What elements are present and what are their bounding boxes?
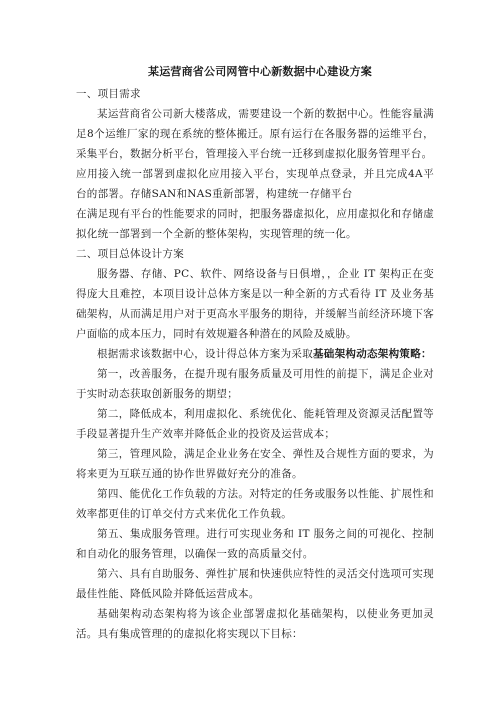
paragraph: 第三，管理风险，满足企业业务在安全、弹性及合规性方面的要求，为将来更为互联互通的协作世界做好充分的准备。 bbox=[76, 448, 434, 480]
paragraph: 应用接入统一部署到虚拟化应用接入平台，实现单点登录，并且完成4A平台的部署。存储SAN和NAS重新部署，构建统一存储平台 bbox=[76, 168, 434, 200]
paragraph: 某运营商省公司新大楼落成，需要建设一个新的数据中心。性能容量满足8个运维厂家的现在系统的整体搬迁。原有运行在各服务器的运维平台，采集平台，数据分析平台，管理接入平台统一迁移到虚拟化服务管理平台。 bbox=[76, 108, 434, 160]
bold-phrase: 基础架构动态架构策略： bbox=[313, 348, 432, 360]
paragraph: 第五、集成服务管理。进行可实现业务和 IT 服务之间的可视化、控制和自动化的服务管理，以确保一致的高质量交付。 bbox=[76, 528, 434, 560]
document-title: 某运营商省公司网管中心新数据中心建设方案 bbox=[148, 65, 372, 78]
section-heading-requirements: 一、项目需求 bbox=[76, 88, 141, 100]
paragraph: 第四、能优化工作负载的方法。对特定的任务或服务以性能、扩展性和效率都更佳的订单交付方式来优化工作负载。 bbox=[76, 488, 434, 520]
paragraph: 第一，改善服务，在提升现有服务质量及可用性的前提下，满足企业对于实时动态获取创新服务的期望； bbox=[76, 368, 434, 400]
paragraph: 第六、具有自助服务、弹性扩展和快速供应特性的灵活交付选项可实现最佳性能、降低风险并降低运营成本。 bbox=[76, 568, 434, 600]
paragraph: 基础架构动态架构将为该企业部署虚拟化基础架构，以使业务更加灵活。具有集成管理的的虚拟化将实现以下目标： bbox=[76, 608, 434, 640]
paragraph: 第二，降低成本，利用虚拟化、系统优化、能耗管理及资源灵活配置等手段显著提升生产效率并降低企业的投资及运营成本； bbox=[76, 408, 434, 440]
paragraph: 在满足现有平台的性能要求的同时，把服务器虚拟化，应用虚拟化和存储虚拟化统一部署到一个全新的整体架构，实现管理的统一化。 bbox=[76, 208, 434, 240]
paragraph-text: 根据需求该数据中心，设计得总体方案为采取 bbox=[97, 348, 313, 360]
paragraph bbox=[76, 344, 434, 364]
paragraph: 服务器、存储、PC、软件、网络设备与日俱增，，企业 IT 架构正在变得庞大且难控，本项目设计总体方案是以一种全新的方式看待 IT 及业务基础架构，从而满足用户对于更高水平服务的期待，并缓解当前经济环境下客户面临的成本压力，同时有效规避各种潜在的风险及威胁。 bbox=[76, 268, 434, 340]
section-heading-design: 二、项目总体设计方案 bbox=[76, 248, 184, 260]
